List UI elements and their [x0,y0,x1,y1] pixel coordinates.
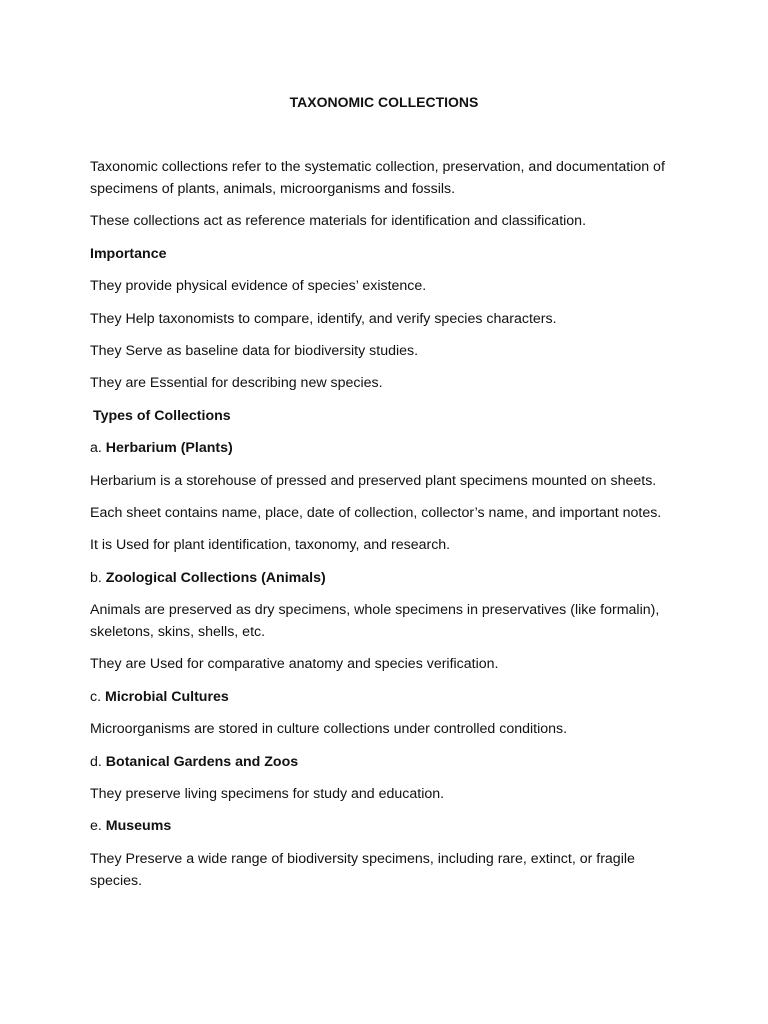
section-prefix: e. [90,818,102,835]
section-paragraph: Microorganisms are stored in culture collections under controlled conditions. [90,721,568,738]
section-title: Museums [105,818,172,835]
importance-point: They Help taxonomists to compare, identify, and verify species characters. [90,310,557,327]
section-prefix: c. [90,688,102,705]
importance-point: They Serve as baseline data for biodiversity studies. [90,342,419,359]
section-heading-herbarium [90,437,680,459]
document-title: TAXONOMIC COLLECTIONS [289,94,479,110]
section-paragraph: It is Used for plant identification, taxonomy, and research. [90,537,451,554]
section-paragraph: They preserve living specimens for study and education. [90,786,445,803]
section-prefix: d. [90,753,102,770]
section-prefix: b. [90,569,102,586]
section-title: Botanical Gardens and Zoos [105,753,299,770]
section-paragraph: Herbarium is a storehouse of pressed and preserved plant specimens mounted on sheets. [90,472,657,489]
section-heading-zoological [90,567,680,589]
importance-point: They are Essential for describing new species. [90,375,383,392]
section-heading-museums [90,815,680,837]
section-title: Zoological Collections (Animals) [105,569,326,586]
section-paragraph: Animals are preserved as dry specimens, whole specimens in preservatives (like formalin), skeletons, skins, shells, etc. [90,602,660,641]
importance-point: They provide physical evidence of species’ existence. [90,278,427,295]
section-paragraph: Each sheet contains name, place, date of collection, collector’s name, and important notes. [90,504,662,521]
section-heading-gardens-zoos [90,751,680,773]
intro-paragraph: Taxonomic collections refer to the systematic collection, preservation, and documentation of specimens of plants, animals, microorganisms and fossils. [90,159,665,197]
document-body [90,156,680,902]
section-title: Herbarium (Plants) [105,440,233,457]
intro-paragraph: These collections act as reference materials for identification and classification. [90,213,587,230]
section-prefix: a. [90,440,102,457]
section-title: Microbial Cultures [105,688,229,705]
section-paragraph: They Preserve a wide range of biodiversity specimens, including rare, extinct, or fragile species. [90,850,635,889]
section-heading-microbial [90,686,680,708]
section-paragraph: They are Used for comparative anatomy and species verification. [90,656,499,673]
types-heading: Types of Collections [93,407,231,424]
importance-heading: Importance [90,245,167,262]
